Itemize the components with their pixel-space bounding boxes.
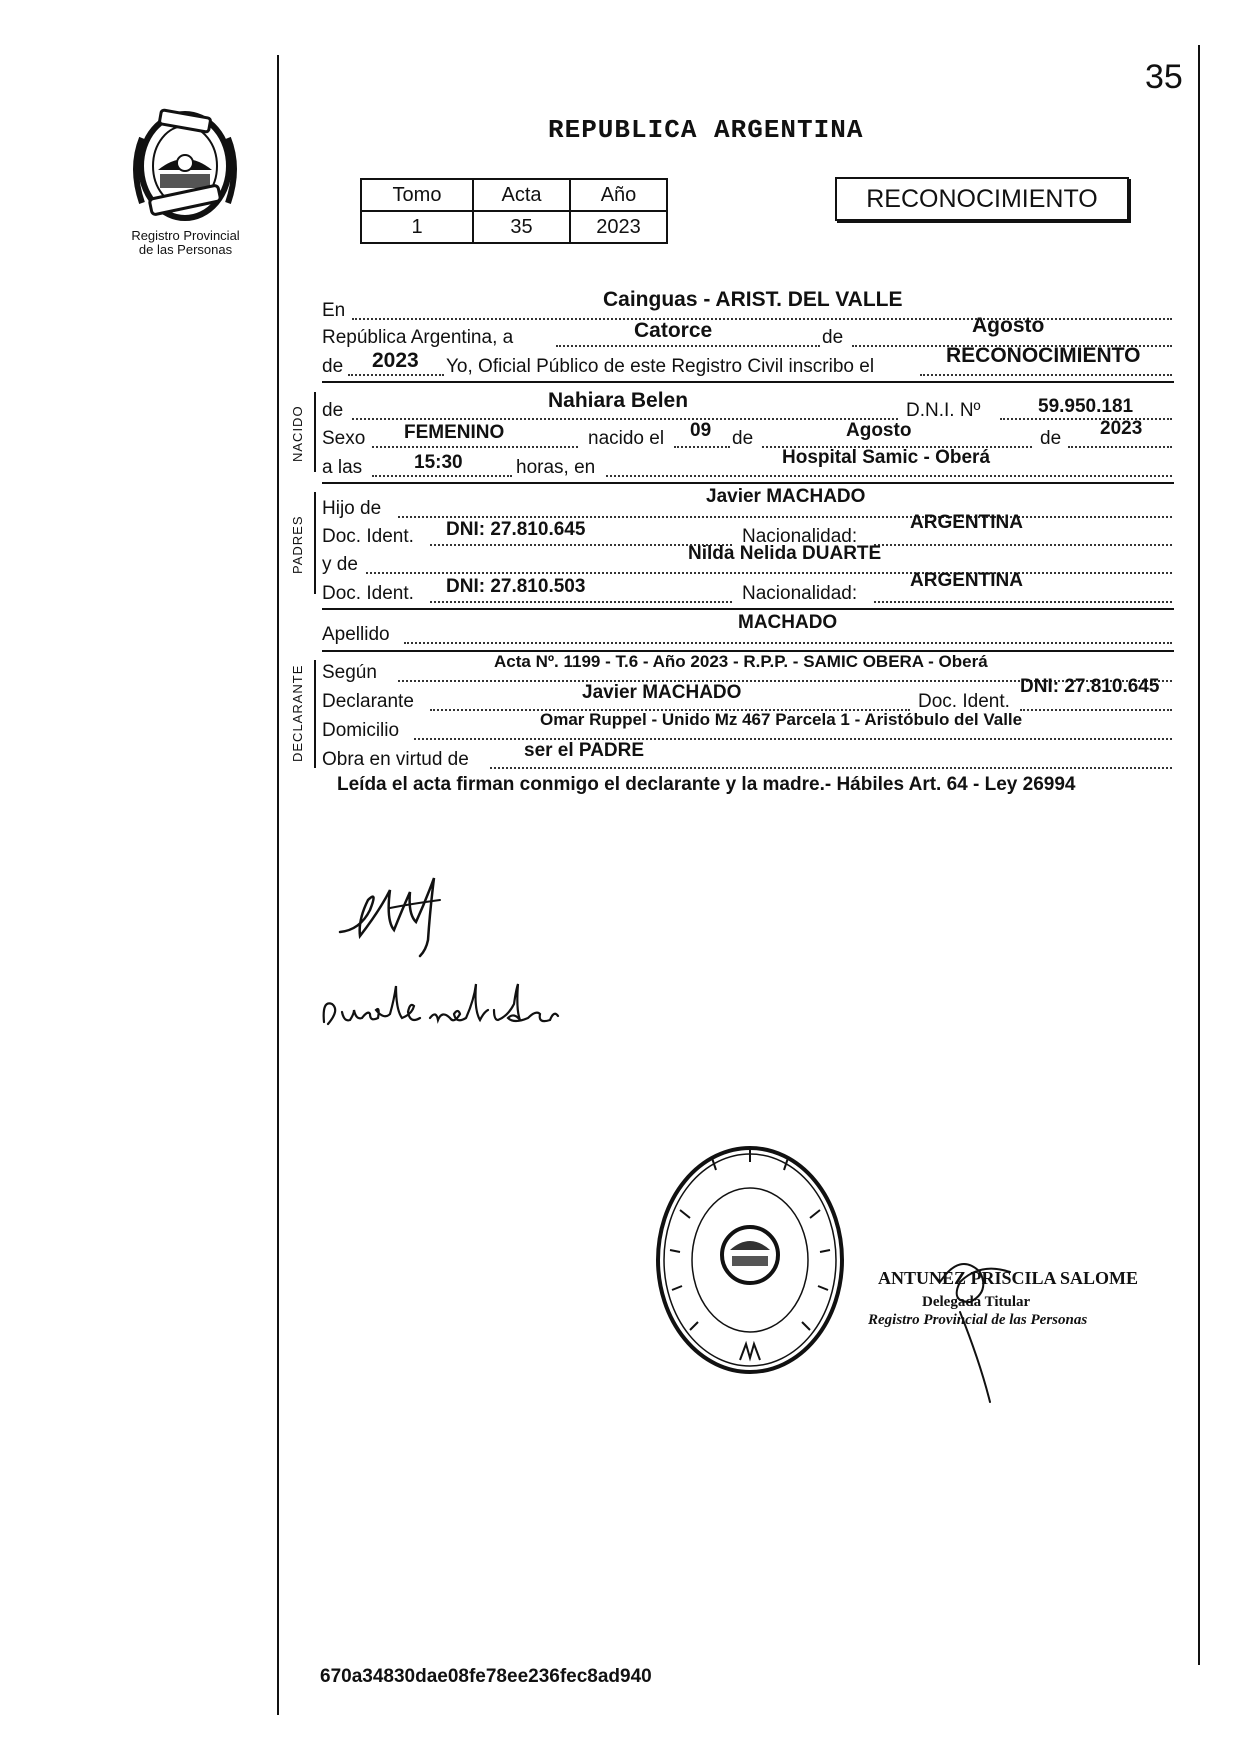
acta-value: 35: [473, 211, 570, 243]
dotted-line: [372, 475, 512, 477]
value-obra: ser el PADRE: [524, 740, 645, 761]
value-padre-doc: DNI: 27.810.645: [446, 519, 586, 540]
side-label-nacido: NACIDO: [290, 405, 305, 462]
value-mes: Agosto: [972, 314, 1045, 337]
value-nombre: Nahiara Belen: [548, 389, 689, 412]
label-sexo: Sexo: [322, 428, 366, 449]
section-bracket: [314, 660, 316, 768]
side-label-declarante: DECLARANTE: [290, 664, 305, 762]
value-apellido: MACHADO: [738, 612, 838, 633]
section-bracket: [314, 492, 316, 594]
tomo-header: Tomo: [361, 179, 473, 211]
label-nacionalidad2: Nacionalidad:: [742, 583, 858, 604]
label-doc-ident: Doc. Ident.: [322, 526, 414, 547]
dotted-line: [366, 572, 1172, 574]
dotted-line: [1068, 446, 1172, 448]
official-organization: Registro Provincial de las Personas: [868, 1312, 1088, 1328]
value-domicilio: Omar Ruppel - Unido Mz 467 Parcela 1 - Aristóbulo del Valle: [540, 710, 1023, 729]
dotted-line: [556, 345, 820, 347]
value-lugar-nac: Hospital Samic - Oberá: [782, 447, 991, 468]
section-rule: [322, 482, 1174, 484]
dotted-line: [430, 601, 732, 603]
value-madre: Nilda Nelida DUARTE: [688, 543, 882, 564]
label-en: En: [322, 300, 346, 321]
value-anio: 2023: [372, 349, 419, 372]
dotted-line: [1020, 709, 1172, 711]
value-padre-nac: ARGENTINA: [910, 512, 1023, 533]
value-sexo: FEMENINO: [404, 422, 505, 443]
dotted-line: [874, 544, 1172, 546]
dotted-line: [372, 446, 578, 448]
acta-header: Acta: [473, 179, 570, 211]
value-madre-doc: DNI: 27.810.503: [446, 576, 586, 597]
dotted-line: [398, 516, 1172, 518]
value-declarante: Javier MACHADO: [582, 682, 742, 703]
value-nac-dia: 09: [690, 420, 712, 441]
dotted-line: [674, 446, 730, 448]
value-nac-mes: Agosto: [846, 420, 912, 441]
record-type-box: RECONOCIMIENTO: [835, 177, 1129, 221]
side-label-padres: PADRES: [290, 515, 305, 574]
label-a-las: a las: [322, 457, 363, 478]
label-nacido-el: nacido el: [588, 428, 665, 449]
label-segun: Según: [322, 662, 377, 683]
dotted-line: [1000, 418, 1172, 420]
dotted-line: [490, 767, 1172, 769]
section-rule: [322, 381, 1174, 383]
label-apellido: Apellido: [322, 624, 390, 645]
official-name: ANTUNEZ PRISCILA SALOME: [878, 1268, 1139, 1288]
dotted-line: [920, 374, 1172, 376]
value-declarante-doc: DNI: 27.810.645: [1020, 676, 1160, 697]
label-horas-en: horas, en: [516, 457, 596, 478]
label-hijo-de: Hijo de: [322, 498, 382, 519]
label-oficial: Yo, Oficial Público de este Registro Civil inscribo el: [446, 356, 875, 377]
label-doc-ident2: Doc. Ident.: [322, 583, 414, 604]
tomo-value: 1: [361, 211, 473, 243]
value-hora: 15:30: [414, 452, 463, 473]
value-padre: Javier MACHADO: [706, 486, 866, 507]
anio-header: Año: [570, 179, 667, 211]
label-doc-ident3: Doc. Ident.: [918, 691, 1010, 712]
label-domicilio: Domicilio: [322, 720, 400, 741]
label-republica: República Argentina, a: [322, 327, 514, 348]
document-title: REPUBLICA ARGENTINA: [548, 115, 864, 145]
dotted-line: [606, 475, 1172, 477]
logo-caption: Registro Provincial de las Personas: [131, 228, 240, 257]
page-number: 35: [1145, 58, 1183, 96]
value-dia: Catorce: [634, 319, 713, 342]
dotted-line: [430, 544, 732, 546]
label-de-nombre: de: [322, 400, 344, 421]
dotted-line: [348, 374, 444, 376]
right-margin-line: [1198, 45, 1200, 1665]
dotted-line: [352, 418, 898, 420]
label-dni: D.N.I. Nº: [906, 400, 981, 421]
label-y-de: y de: [322, 554, 358, 575]
label-obra: Obra en virtud de: [322, 749, 469, 770]
label-nacionalidad: Nacionalidad:: [742, 526, 858, 547]
registry-box: [360, 178, 668, 244]
left-margin-line: [277, 55, 279, 1715]
dotted-line: [352, 318, 1172, 320]
value-lugar: Cainguas - ARIST. DEL VALLE: [603, 288, 903, 311]
label-de-mes: de: [822, 327, 844, 348]
value-segun: Acta Nº. 1199 - T.6 - Año 2023 - R.P.P. - SAMIC OBERA - Oberá: [494, 652, 988, 671]
anio-value: 2023: [570, 211, 667, 243]
dotted-line: [874, 601, 1172, 603]
section-rule: [322, 608, 1174, 610]
mother-signature: [318, 980, 578, 1040]
section-bracket: [314, 392, 316, 472]
value-acto: RECONOCIMIENTO: [946, 344, 1141, 367]
father-signature: [330, 870, 470, 960]
misiones-coat-of-arms-logo: [120, 108, 250, 228]
label-de-anio: de: [322, 356, 344, 377]
document-hash: 670a34830dae08fe78ee236fec8ad940: [320, 1666, 652, 1687]
label-de-anio2: de: [1040, 428, 1062, 449]
official-seal: [650, 1140, 850, 1380]
value-nac-anio: 2023: [1100, 418, 1143, 439]
label-declarante: Declarante: [322, 691, 414, 712]
value-madre-nac: ARGENTINA: [910, 570, 1023, 591]
value-dni: 59.950.181: [1038, 396, 1134, 417]
official-role: Delegada Titular: [922, 1294, 1031, 1310]
label-de-mes2: de: [732, 428, 754, 449]
dotted-line: [404, 642, 1172, 644]
closing-note: Leída el acta firman conmigo el declarante y la madre.- Hábiles Art. 64 - Ley 26994: [337, 774, 1076, 795]
